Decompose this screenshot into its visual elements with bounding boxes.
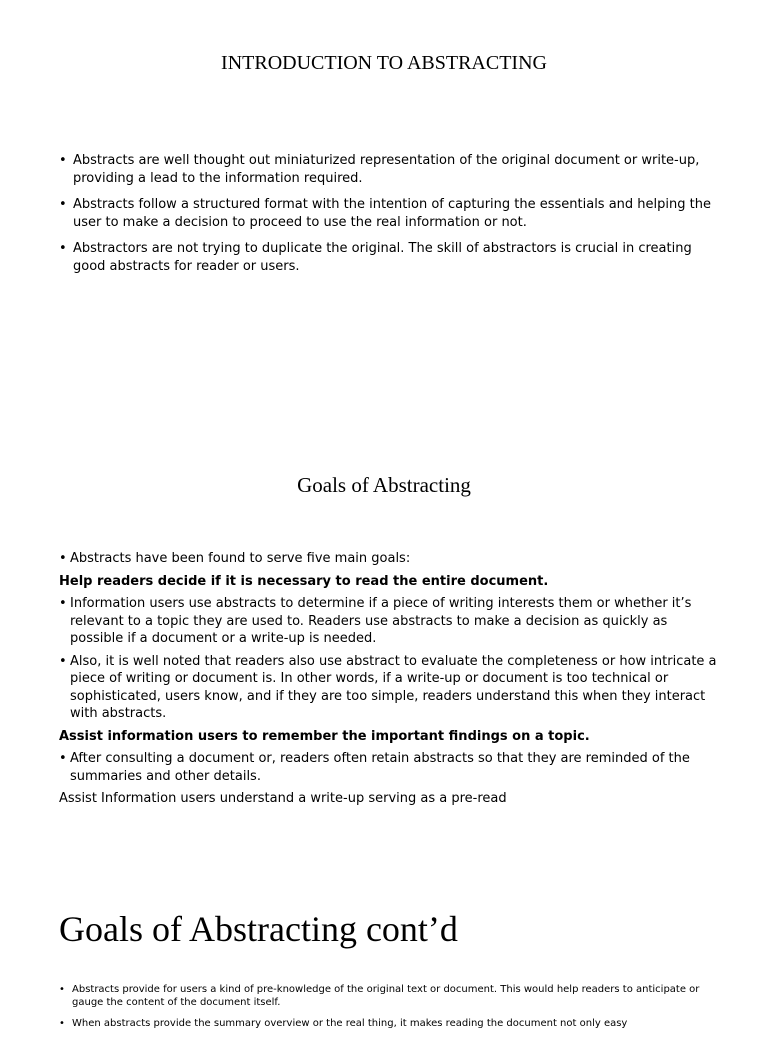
bullet-item: • Abstracts have been found to serve five main goals: [59, 550, 719, 568]
bullet-item: • Abstracts are well thought out miniaturized representation of the original document or write-up, providing a lead to the information required. [59, 152, 715, 188]
slide-body [59, 550, 719, 813]
bullet-item: • Abstracts follow a structured format with the intention of capturing the essentials and helping the user to make a decision to proceed to use the real information or not. [59, 196, 715, 232]
bullet-list [59, 983, 719, 1038]
slide-title: INTRODUCTION TO ABSTRACTING [221, 52, 547, 74]
bullet-list [59, 152, 715, 284]
bullet-item: • After consulting a document or, readers often retain abstracts so that they are reminded of the summaries and other details. [59, 750, 719, 785]
slide-title: Goals of Abstracting cont’d [59, 909, 458, 949]
bullet-item: • Also, it is well noted that readers also use abstract to evaluate the completeness or how intricate a piece of writing or document is. In other words, if a write-up or document is too technical or sophisticated, users know, and if they are too simple, readers understand this when they interact with abstracts. [59, 653, 719, 723]
bullet-item: • Information users use abstracts to determine if a piece of writing interests them or whether it’s relevant to a topic they are used to. Readers use abstracts to make a decision as quickly as possible if a document or a write-up is needed. [59, 595, 719, 648]
goal-heading: Help readers decide if it is necessary to read the entire document. [59, 573, 549, 589]
bullet-item: • Abstracts provide for users a kind of pre-knowledge of the original text or document. This would help readers to anticipate or gauge the content of the document itself. [59, 983, 719, 1009]
goal-heading: Assist information users to remember the important findings on a topic. [59, 728, 590, 744]
slide-title: Goals of Abstracting [297, 473, 471, 497]
bullet-item: • When abstracts provide the summary overview or the real thing, it makes reading the document not only easy [59, 1017, 719, 1030]
bullet-item: • Abstractors are not trying to duplicate the original. The skill of abstractors is crucial in creating good abstracts for reader or users. [59, 240, 715, 276]
goal-line: Assist Information users understand a write-up serving as a pre-read [59, 791, 507, 806]
